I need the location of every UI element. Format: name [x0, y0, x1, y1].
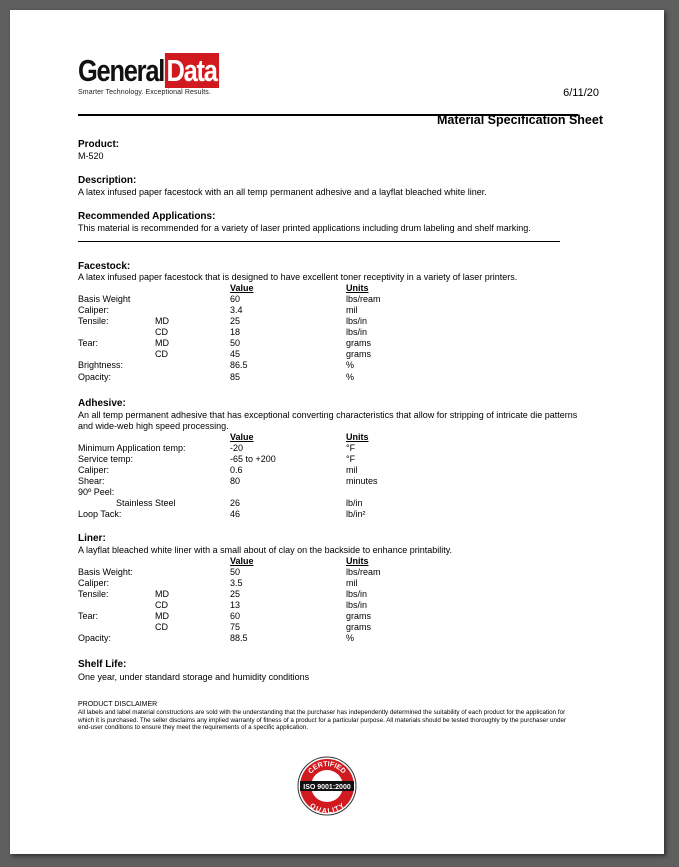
table-cell: Caliper:: [78, 305, 110, 315]
product-value: M-520: [78, 151, 104, 161]
table-cell: Tensile:: [78, 316, 109, 326]
table-cell: lbs/in: [346, 327, 368, 337]
facestock-column-headers: [78, 283, 558, 294]
table-cell: lbs/in: [346, 600, 368, 610]
table-cell: lbs/ream: [346, 294, 381, 304]
table-cell: lbs/in: [346, 589, 368, 599]
company-logo: [78, 55, 218, 96]
table-cell: 46: [230, 509, 241, 519]
table-cell: 75: [230, 622, 241, 632]
table-row: [78, 372, 558, 383]
table-row: [78, 360, 558, 371]
table-cell: grams: [346, 338, 372, 348]
disclaimer-heading: PRODUCT DISCLAIMER: [78, 701, 158, 708]
table-cell: mil: [346, 578, 358, 588]
table-cell: Caliper:: [78, 465, 110, 475]
table-row: [78, 338, 558, 349]
table-row: [78, 476, 558, 487]
value-header: Value: [230, 556, 254, 566]
table-cell: -20: [230, 443, 244, 453]
shelf-life-text: One year, under standard storage and humidity conditions: [78, 672, 310, 682]
table-cell: %: [346, 372, 355, 382]
table-cell: lb/in²: [346, 509, 366, 519]
table-row: [78, 611, 558, 622]
table-cell: 13: [230, 600, 241, 610]
table-cell: MD: [155, 589, 169, 599]
iso-certified-seal-icon: [297, 756, 357, 816]
table-cell: 60: [230, 294, 241, 304]
product-heading: Product:: [78, 139, 120, 150]
description-heading: Description:: [78, 175, 137, 186]
seal-top-text: CERTIFIED: [307, 760, 347, 776]
table-cell: grams: [346, 349, 372, 359]
table-cell: 85: [230, 372, 241, 382]
facestock-text: A latex infused paper facestock that is designed to have excellent toner receptivity in a variety of laser printers.: [78, 272, 518, 282]
table-cell: Service temp:: [78, 454, 134, 464]
table-row: [78, 294, 558, 305]
table-row: [78, 567, 558, 578]
table-cell: 86.5: [230, 360, 248, 370]
value-header: Value: [230, 432, 254, 442]
table-cell: %: [346, 633, 355, 643]
table-cell: 18: [230, 327, 241, 337]
table-cell: grams: [346, 622, 372, 632]
logo-word-general: General: [78, 53, 165, 88]
applications-heading: Recommended Applications:: [78, 211, 216, 222]
table-row: [78, 465, 558, 476]
seal-middle-text: ISO 9001:2000: [303, 784, 351, 791]
table-cell: Brightness:: [78, 360, 124, 370]
table-cell: CD: [155, 600, 168, 610]
table-cell: CD: [155, 349, 168, 359]
table-cell: Minimum Application temp:: [78, 443, 186, 453]
table-cell: Basis Weight: [78, 294, 131, 304]
table-row: [78, 443, 558, 454]
table-cell: 50: [230, 338, 241, 348]
table-cell: Tensile:: [78, 589, 109, 599]
table-cell: grams: [346, 611, 372, 621]
table-cell: Loop Tack:: [78, 509, 122, 519]
table-row: [78, 600, 558, 611]
table-cell: Opacity:: [78, 372, 112, 382]
description-text: A latex infused paper facestock with an all temp permanent adhesive and a layflat bleached white liner.: [78, 187, 487, 197]
table-cell: 80: [230, 476, 241, 486]
table-row: [78, 578, 558, 589]
units-header: Units: [346, 283, 369, 293]
facestock-heading: Facestock:: [78, 261, 131, 272]
table-cell: Basis Weight:: [78, 567, 133, 577]
table-cell: lbs/ream: [346, 567, 381, 577]
disclaimer-text: All labels and label material constructions are sold with the understanding that the purchaser has independently determined the suitability of each product for the application for which it is purchased. The seller disclaims any implied warranty of fitness of a product for a particular purpose. All materials should be tested thoroughly by the purchaser under end-user conditions to ensure they meet the requirements of a specific application.: [78, 709, 567, 732]
table-cell: Tear:: [78, 338, 99, 348]
table-cell: Caliper:: [78, 578, 110, 588]
liner-heading: Liner:: [78, 533, 106, 544]
table-cell: 45: [230, 349, 241, 359]
table-cell: Stainless Steel: [116, 498, 176, 508]
table-cell: 50: [230, 567, 241, 577]
table-row: [78, 509, 558, 520]
units-header: Units: [346, 556, 369, 566]
table-row: [78, 349, 558, 360]
table-cell: Opacity:: [78, 633, 112, 643]
table-cell: 88.5: [230, 633, 248, 643]
table-cell: mil: [346, 305, 358, 315]
table-cell: CD: [155, 622, 168, 632]
table-cell: 3.5: [230, 578, 243, 588]
table-cell: 90º Peel:: [78, 487, 115, 497]
page-title: Material Specification Sheet: [436, 113, 603, 127]
table-row: [78, 633, 558, 644]
table-cell: 26: [230, 498, 241, 508]
table-cell: %: [346, 360, 355, 370]
liner-text: A layflat bleached white liner with a small about of clay on the backside to enhance printability.: [78, 545, 453, 555]
table-cell: 25: [230, 316, 241, 326]
table-cell: °F: [346, 454, 356, 464]
table-cell: MD: [155, 316, 169, 326]
table-row: [78, 622, 558, 633]
table-cell: lbs/in: [346, 316, 368, 326]
table-row: [78, 316, 558, 327]
logo-tagline: Smarter Technology. Exceptional Results.: [78, 89, 211, 96]
adhesive-heading: Adhesive:: [78, 398, 126, 409]
shelf-life-heading: Shelf Life:: [78, 659, 127, 670]
table-row: [78, 487, 558, 498]
table-cell: 60: [230, 611, 241, 621]
table-cell: mil: [346, 465, 358, 475]
table-cell: Shear:: [78, 476, 105, 486]
seal-bottom-text: QUALITY: [308, 802, 346, 816]
units-header: Units: [346, 432, 369, 442]
liner-column-headers: [78, 556, 558, 567]
table-cell: 0.6: [230, 465, 243, 475]
table-cell: lb/in: [346, 498, 363, 508]
logo-word-data: Data: [165, 53, 219, 88]
table-cell: Tear:: [78, 611, 99, 621]
document-date: 6/11/20: [563, 87, 599, 99]
table-cell: -65 to +200: [230, 454, 276, 464]
table-cell: CD: [155, 327, 168, 337]
value-header: Value: [230, 283, 254, 293]
adhesive-text: An all temp permanent adhesive that has exceptional converting characteristics that allow for stripping of intricate die patterns and wide-web high speed processing.: [78, 410, 578, 431]
table-cell: minutes: [346, 476, 378, 486]
table-cell: 25: [230, 589, 241, 599]
table-row: [78, 589, 558, 600]
table-cell: MD: [155, 611, 169, 621]
table-cell: 3.4: [230, 305, 243, 315]
table-row: [78, 327, 558, 338]
table-row: [78, 454, 558, 465]
adhesive-column-headers: [78, 432, 558, 443]
table-cell: MD: [155, 338, 169, 348]
section-divider: [78, 241, 560, 242]
table-row: [78, 498, 558, 509]
table-cell: °F: [346, 443, 356, 453]
applications-text: This material is recommended for a variety of laser printed applications including drum labeling and shelf marking.: [78, 223, 531, 233]
table-row: [78, 305, 558, 316]
